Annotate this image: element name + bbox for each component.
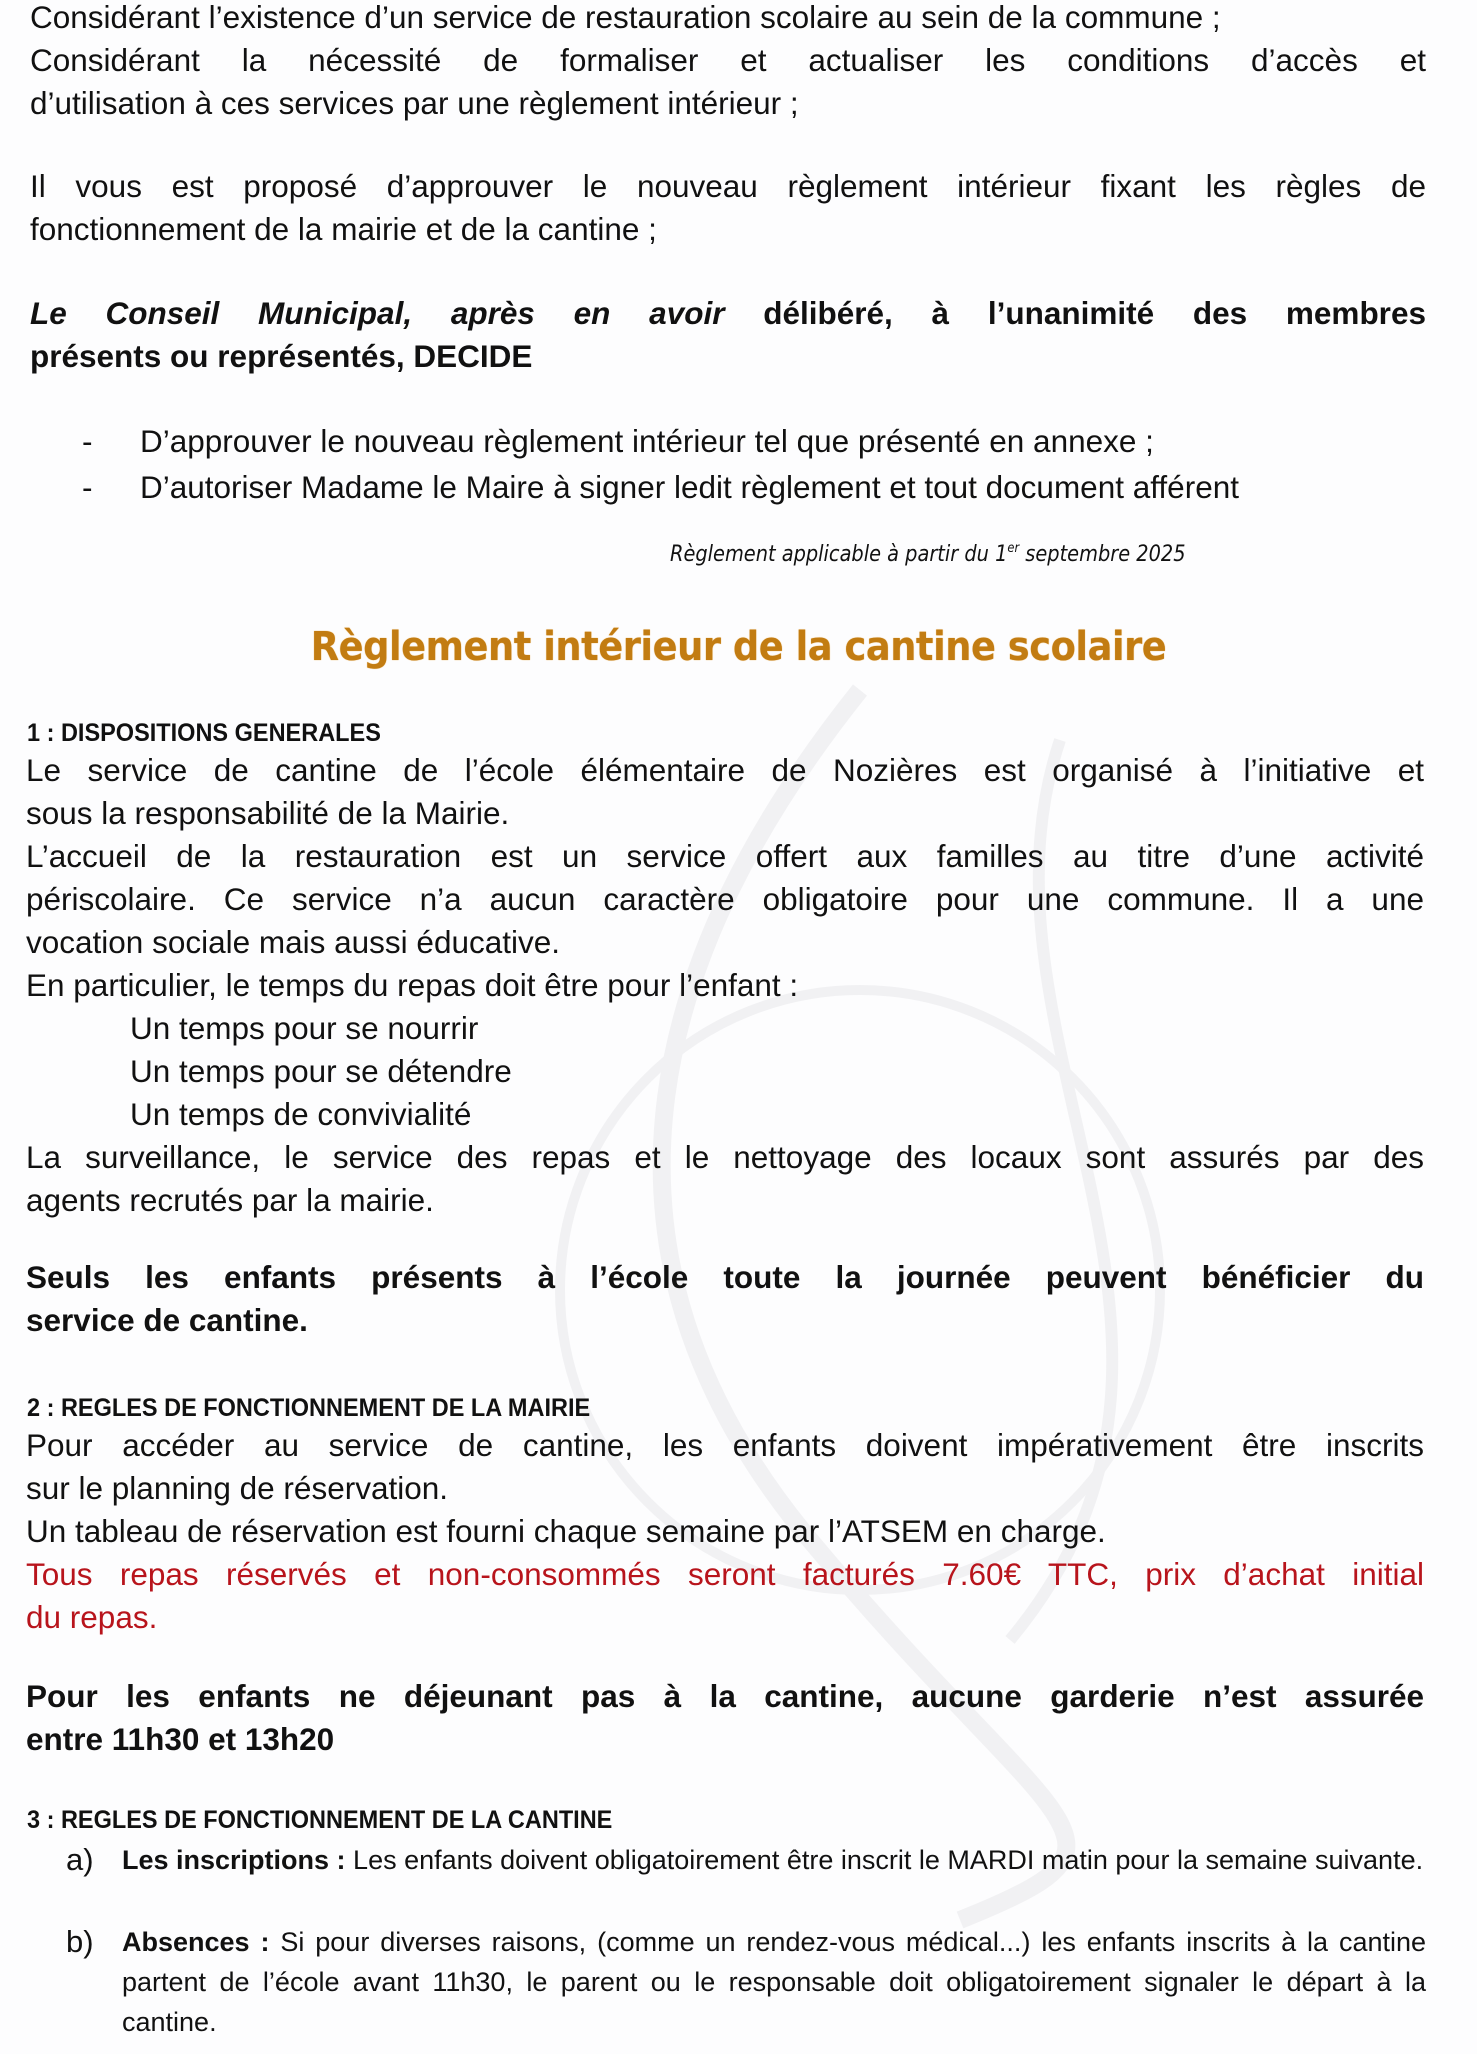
applicability-note bbox=[670, 534, 1186, 570]
section-2-line: Un tableau de réservation est fourni chaque semaine par l’ATSEM en charge. bbox=[26, 1513, 1106, 1549]
considerant-line-2: Considérant la nécessité de formaliser et actualiser les conditions d’accès et bbox=[30, 42, 1426, 78]
decision-italic: Le Conseil Municipal, après en avoir bbox=[30, 295, 725, 331]
staff-line: La surveillance, le service des repas et le nettoyage des locaux sont assurés par des bbox=[26, 1139, 1424, 1175]
proposal-paragraph bbox=[30, 165, 1426, 251]
no-daycare-line: Pour les enfants ne déjeunant pas à la cantine, aucune garderie n’est assurée bbox=[26, 1678, 1424, 1714]
rule-item-label: Les inscriptions : bbox=[122, 1845, 346, 1875]
bullet-text: D’approuver le nouveau règlement intérieur tel que présenté en annexe ; bbox=[140, 423, 1154, 459]
section-1-line: vocation sociale mais aussi éducative. bbox=[26, 924, 561, 960]
rule-item-text: Les enfants doivent obligatoirement être inscrit le MARDI matin pour la semaine suivante. bbox=[345, 1845, 1424, 1875]
section-1-line: En particulier, le temps du repas doit être pour l’enfant : bbox=[26, 967, 799, 1003]
meal-purpose-item: Un temps pour se nourrir bbox=[130, 1010, 479, 1046]
bullet-dash-icon: - bbox=[82, 469, 93, 505]
considerant-line-1: Considérant l’existence d’un service de restauration scolaire au sein de la commune ; bbox=[30, 0, 1221, 35]
rule-item-text: Si pour diverses raisons, (comme un rendez-vous médical...) les enfants inscrits à la cantine partent de l’école avant 11h30, le parent ou le responsable doit obligatoirement signaler le départ à la cantine. bbox=[122, 1927, 1427, 2037]
document-title: Règlement intérieur de la cantine scolaire bbox=[310, 624, 1167, 670]
billing-warning-line: Tous repas réservés et non-consommés seront facturés 7.60€ TTC, prix d’achat initial bbox=[26, 1556, 1424, 1592]
applicability-suffix: septembre 2025 bbox=[1019, 542, 1186, 567]
section-1-line: périscolaire. Ce service n’a aucun caractère obligatoire pour une commune. Il a une bbox=[26, 881, 1424, 917]
bullet-dash-icon: - bbox=[82, 423, 93, 459]
rule-item-absences bbox=[66, 1922, 1426, 2042]
decision-line-2: présents ou représentés, DECIDE bbox=[30, 338, 533, 374]
applicability-sup: er bbox=[1007, 541, 1020, 556]
staff-line: agents recrutés par la mairie. bbox=[26, 1182, 434, 1218]
section-2-line: sur le planning de réservation. bbox=[26, 1470, 449, 1506]
section-1-line: Le service de cantine de l’école élémentaire de Nozières est organisé à l’initiative et bbox=[26, 752, 1424, 788]
section-1-line: L’accueil de la restauration est un service offert aux familles au titre d’une activité bbox=[26, 838, 1424, 874]
meal-purpose-item: Un temps de convivialité bbox=[130, 1096, 472, 1132]
section-2-heading: 2 : REGLES DE FONCTIONNEMENT DE LA MAIRIE bbox=[27, 1394, 591, 1422]
section-3-heading: 3 : REGLES DE FONCTIONNEMENT DE LA CANTINE bbox=[27, 1806, 613, 1834]
section-1-line: sous la responsabilité de la Mairie. bbox=[26, 795, 510, 831]
eligibility-paragraph bbox=[26, 1256, 1424, 1342]
considerant-line-3: d’utilisation à ces services par une règlement intérieur ; bbox=[30, 85, 799, 121]
eligibility-line: service de cantine. bbox=[26, 1302, 308, 1338]
billing-warning-line: du repas. bbox=[26, 1599, 158, 1635]
applicability-prefix: Règlement applicable à partir du 1 bbox=[670, 542, 1008, 567]
section-1-heading: 1 : DISPOSITIONS GENERALES bbox=[27, 719, 381, 747]
rule-item-body bbox=[122, 1840, 1426, 1880]
section-2-body bbox=[26, 1424, 1424, 1639]
proposal-line-2: fonctionnement de la mairie et de la cantine ; bbox=[30, 211, 657, 247]
decision-line-1 bbox=[30, 292, 1426, 335]
proposal-line-1: Il vous est proposé d’approuver le nouveau règlement intérieur fixant les règles de bbox=[30, 168, 1426, 204]
meal-purpose-item: Un temps pour se détendre bbox=[130, 1053, 512, 1089]
no-daycare-line: entre 11h30 et 13h20 bbox=[26, 1721, 335, 1757]
rule-item-letter: b) bbox=[66, 1924, 94, 1959]
no-daycare-paragraph bbox=[26, 1675, 1424, 1761]
decision-paragraph bbox=[30, 292, 1426, 378]
section-1-body bbox=[26, 749, 1424, 1222]
rule-item-label: Absences : bbox=[122, 1927, 270, 1957]
bullet-text: D’autoriser Madame le Maire à signer ledit règlement et tout document afférent bbox=[140, 469, 1239, 505]
decision-bold: délibéré, à l’unanimité des membres bbox=[763, 295, 1426, 331]
rule-item-inscriptions bbox=[66, 1840, 1426, 1880]
eligibility-line: Seuls les enfants présents à l’école toute la journée peuvent bénéficier du bbox=[26, 1259, 1424, 1295]
section-2-line: Pour accéder au service de cantine, les enfants doivent impérativement être inscrits bbox=[26, 1427, 1424, 1463]
rule-item-letter: a) bbox=[66, 1842, 94, 1877]
considerants-paragraph bbox=[30, 0, 1426, 125]
rule-item-body bbox=[122, 1922, 1426, 2042]
